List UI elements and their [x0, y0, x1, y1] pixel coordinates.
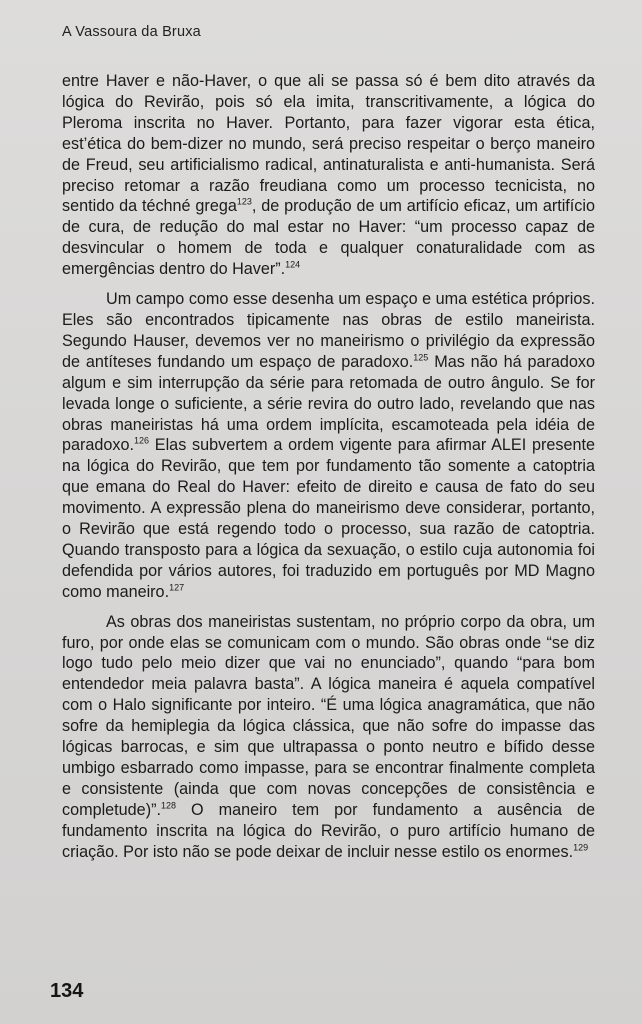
- paragraph: [62, 612, 595, 863]
- footnote-marker: 126: [134, 436, 150, 447]
- footnote-marker: 125: [413, 352, 429, 363]
- footnote-marker: 124: [285, 259, 301, 270]
- paragraph-text: O maneiro tem por fundamento a ausência de fundamento inscrita na lógica do Revirão, o puro artifício humano de criação. Por isto não se pode deixar de incluir nesse estilo os enormes.: [62, 800, 595, 861]
- footnote-marker: 129: [573, 842, 589, 853]
- paragraph-text: Um campo como esse desenha um espaço e uma estética próprios. Eles são encontrados tipicamente nas obras de estilo maneirista. Segundo Hauser, devemos ver no maneirismo o privilégio da expressão de antíteses fundando um espaço de paradoxo.: [62, 290, 595, 371]
- footnote-marker: 127: [169, 582, 185, 593]
- running-head: A Vassoura da Bruxa: [62, 24, 201, 40]
- paragraph-text: , de produção de um artifício eficaz, um artifício de cura, de redução do mal estar no Haver: “um processo capaz de desvincular o homem de toda e qualquer conaturalidade com as emergências dentro do Haver”.: [62, 197, 595, 279]
- paragraph-text: entre Haver e não-Haver, o que ali se passa só é bem dito através da lógica do Revirão, pois só ela imita, transcritivamente, a lógica do Pleroma inscrita no Haver. Portanto, para fazer vigorar esta ética, est’ética do bem-dizer no mundo, será preciso respeitar o berço maneiro de Freud, seu artificialismo radical, antinaturalista e anti-humanista. Será preciso retomar a razão freudiana como um processo tecnicista, no sentido da téchné grega: [62, 72, 595, 216]
- page-number: 134: [50, 980, 84, 1002]
- paragraph-text: Elas subvertem a ordem vigente para afirmar ALEI presente na lógica do Revirão, que tem por fundamento tão somente a catoptria que emana do Real do Haver: efeito de direito e causa de fato do seu movimento. A expressão plena do maneirismo deve considerar, portanto, o Revirão que está regendo todo o processo, sua razão de catoptria. Quando transposto para a lógica da sexuação, o estilo cuja autonomia foi defendida por vários autores, foi traduzido em português por MD Magno como maneiro.: [62, 436, 595, 601]
- body-text: [62, 71, 595, 863]
- paragraph: [62, 71, 595, 280]
- paragraph: [62, 289, 595, 603]
- footnote-marker: 123: [236, 197, 252, 208]
- footnote-marker: 128: [160, 800, 176, 811]
- paragraph-text: Mas não há paradoxo algum e sim interrupção da série para retomada de outro ângulo. Se for levada longe o suficiente, a série revira do outro lado, revelando que nas obras maneiristas há uma ordem implícita, escamoteada pela idéia de paradoxo.: [62, 352, 595, 455]
- paragraph-text: As obras dos maneiristas sustentam, no próprio corpo da obra, um furo, por onde elas se comunicam com o mundo. São obras onde “se diz logo tudo pelo meio dizer que vai no enunciado”, quando “para bom entendedor meia palavra basta”. A lógica maneira é aquela compatível com o Halo significante por inteiro. “É uma lógica anagramática, que não sofre da hemiplegia da lógica clássica, que não sofre do impasse das lógicas barrocas, e sim que ultrapassa o ponto neutro e bífido desse umbigo esbarrado como impasse, para se encontrar finalmente completa e consistente (ainda que com novas concepções de consistência e completude)”.: [62, 612, 595, 819]
